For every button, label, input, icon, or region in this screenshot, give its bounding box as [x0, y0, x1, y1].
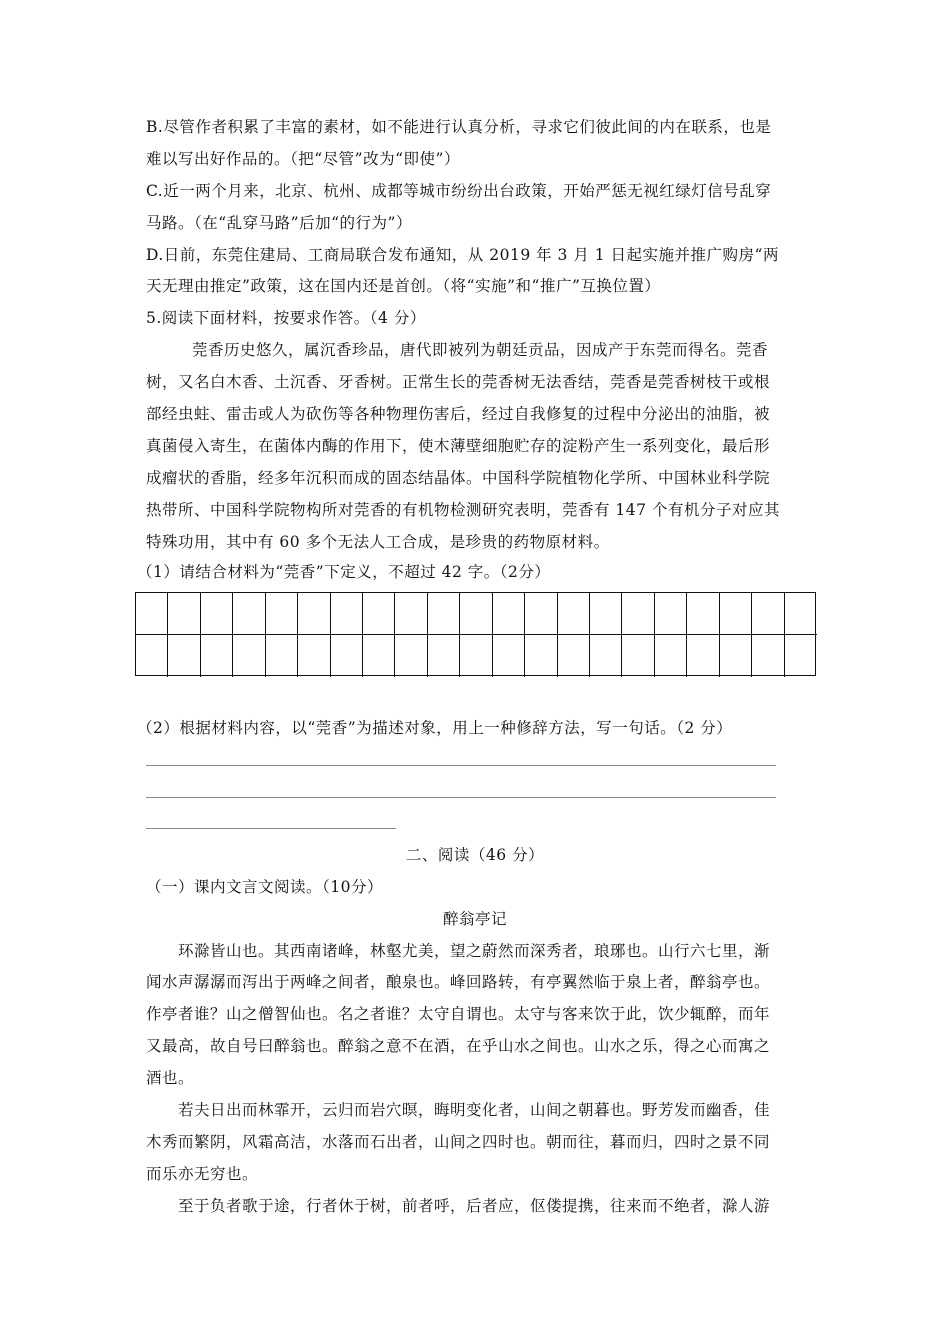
grid-cell[interactable] — [720, 635, 752, 677]
grid-cell[interactable] — [493, 635, 525, 677]
text-title: 醉翁亭记 — [442, 910, 507, 928]
grid-cell[interactable] — [168, 635, 200, 677]
text-line-2: 闻水声潺潺而泻出于两峰之间者，酿泉也。峰回路转，有亭翼然临于泉上者，醉翁亭也。 — [146, 973, 771, 991]
material-line-4: 真菌侵入寄生，在菌体内酶的作用下，使木薄壁细胞贮存的淀粉产生一系列变化，最后形 — [146, 437, 771, 455]
grid-cell[interactable] — [395, 635, 427, 677]
grid-cell[interactable] — [363, 593, 395, 635]
material-line-6: 热带所、中国科学院物构所对莞香的有机物检测研究表明，莞香有 147 个有机分子对应其 — [146, 501, 780, 519]
grid-cell[interactable] — [785, 593, 817, 635]
grid-cell[interactable] — [525, 635, 557, 677]
answer-line-1[interactable] — [146, 765, 776, 766]
option-c-line-1: C.近一两个月来，北京、杭州、成都等城市纷纷出台政策，开始严惩无视红绿灯信号乱穿 — [146, 182, 772, 200]
grid-cell[interactable] — [655, 593, 687, 635]
sub-question-2: （2）根据材料内容，以“莞香”为描述对象，用上一种修辞方法，写一句话。（2 分） — [137, 719, 733, 737]
grid-cell[interactable] — [622, 635, 654, 677]
text-line-9: 至于负者歌于途，行者休于树，前者呼，后者应，伛偻提携，往来而不绝者，滁人游 — [178, 1197, 771, 1215]
material-line-1: 莞香历史悠久，属沉香珍品，唐代即被列为朝廷贡品，因成产于东莞而得名。莞香 — [192, 341, 769, 359]
grid-cell[interactable] — [752, 635, 784, 677]
grid-cell[interactable] — [785, 635, 817, 677]
grid-cell[interactable] — [363, 635, 395, 677]
option-b-line-1: B.尽管作者积累了丰富的素材，如不能进行认真分析，寻求它们彼此间的内在联系，也是 — [146, 118, 772, 136]
text-line-7: 木秀而繁阴，风霜高洁，水落而石出者，山间之四时也。朝而往，暮而归，四时之景不同 — [146, 1133, 771, 1151]
grid-cell[interactable] — [233, 593, 265, 635]
grid-cell[interactable] — [460, 635, 492, 677]
grid-cell[interactable] — [720, 593, 752, 635]
section-heading: 二、阅读（46 分） — [405, 846, 545, 864]
grid-cell[interactable] — [331, 593, 363, 635]
grid-cell[interactable] — [201, 593, 233, 635]
grid-cell[interactable] — [428, 593, 460, 635]
grid-cell[interactable] — [558, 593, 590, 635]
answer-line-2[interactable] — [146, 797, 776, 798]
text-line-6: 若夫日出而林霏开，云归而岩穴暝，晦明变化者，山间之朝暮也。野芳发而幽香，佳 — [178, 1101, 771, 1119]
text-line-4: 又最高，故自号曰醉翁也。醉翁之意不在酒，在乎山水之间也。山水之乐，得之心而寓之 — [146, 1037, 771, 1055]
option-d-line-1: D.日前，东莞住建局、工商局联合发布通知，从 2019 年 3 月 1 日起实施并推广购房“两 — [146, 246, 779, 264]
grid-cell[interactable] — [395, 593, 427, 635]
grid-cell[interactable] — [428, 635, 460, 677]
text-line-3: 作亭者谁？山之僧智仙也。名之者谁？太守自谓也。太守与客来饮于此，饮少辄醉，而年 — [146, 1005, 771, 1023]
text-line-1: 环滁皆山也。其西南诸峰，林壑尤美，望之蔚然而深秀者，琅琊也。山行六七里，渐 — [178, 942, 771, 960]
question-5-title: 5.阅读下面材料，按要求作答。（4 分） — [146, 309, 426, 327]
material-line-2: 树，又名白木香、土沉香、牙香树。正常生长的莞香树无法香结，莞香是莞香树枝干或根 — [146, 373, 771, 391]
answer-grid[interactable] — [135, 592, 816, 676]
grid-cell[interactable] — [233, 635, 265, 677]
grid-cell[interactable] — [525, 593, 557, 635]
text-line-5: 酒也。 — [146, 1069, 195, 1087]
grid-cell[interactable] — [460, 593, 492, 635]
option-c-line-2: 马路。（在“乱穿马路”后加“的行为”） — [146, 214, 412, 232]
grid-cell[interactable] — [687, 635, 719, 677]
subsection-heading: （一）课内文言文阅读。（10分） — [146, 878, 383, 896]
grid-cell[interactable] — [266, 635, 298, 677]
grid-cell[interactable] — [331, 635, 363, 677]
grid-cell[interactable] — [622, 593, 654, 635]
sub-question-1: （1）请结合材料为“莞香”下定义，不超过 42 字。（2分） — [137, 563, 551, 581]
material-line-5: 成瘤状的香脂，经多年沉积而成的固态结晶体。中国科学院植物化学所、中国林业科学院 — [146, 469, 771, 487]
grid-cell[interactable] — [590, 635, 622, 677]
text-line-8: 而乐亦无穷也。 — [146, 1165, 259, 1183]
grid-cell[interactable] — [266, 593, 298, 635]
material-line-7: 特殊功用，其中有 60 多个无法人工合成，是珍贵的药物原材料。 — [146, 533, 610, 551]
grid-cell[interactable] — [298, 593, 330, 635]
grid-cell[interactable] — [136, 593, 168, 635]
material-line-3: 部经虫蛀、雷击或人为砍伤等各种物理伤害后，经过自我修复的过程中分泌出的油脂，被 — [146, 405, 771, 423]
grid-cell[interactable] — [752, 593, 784, 635]
grid-cell[interactable] — [655, 635, 687, 677]
grid-cell[interactable] — [136, 635, 168, 677]
answer-line-3[interactable] — [146, 828, 396, 829]
grid-cell[interactable] — [201, 635, 233, 677]
grid-cell[interactable] — [298, 635, 330, 677]
grid-cell[interactable] — [493, 593, 525, 635]
grid-cell[interactable] — [558, 635, 590, 677]
grid-cell[interactable] — [590, 593, 622, 635]
option-d-line-2: 天无理由推定”政策，这在国内还是首创。（将“实施”和“推广”互换位置） — [146, 277, 661, 295]
grid-cell[interactable] — [168, 593, 200, 635]
grid-cell[interactable] — [687, 593, 719, 635]
option-b-line-2: 难以写出好作品的。（把“尽管”改为“即使”） — [146, 150, 460, 168]
